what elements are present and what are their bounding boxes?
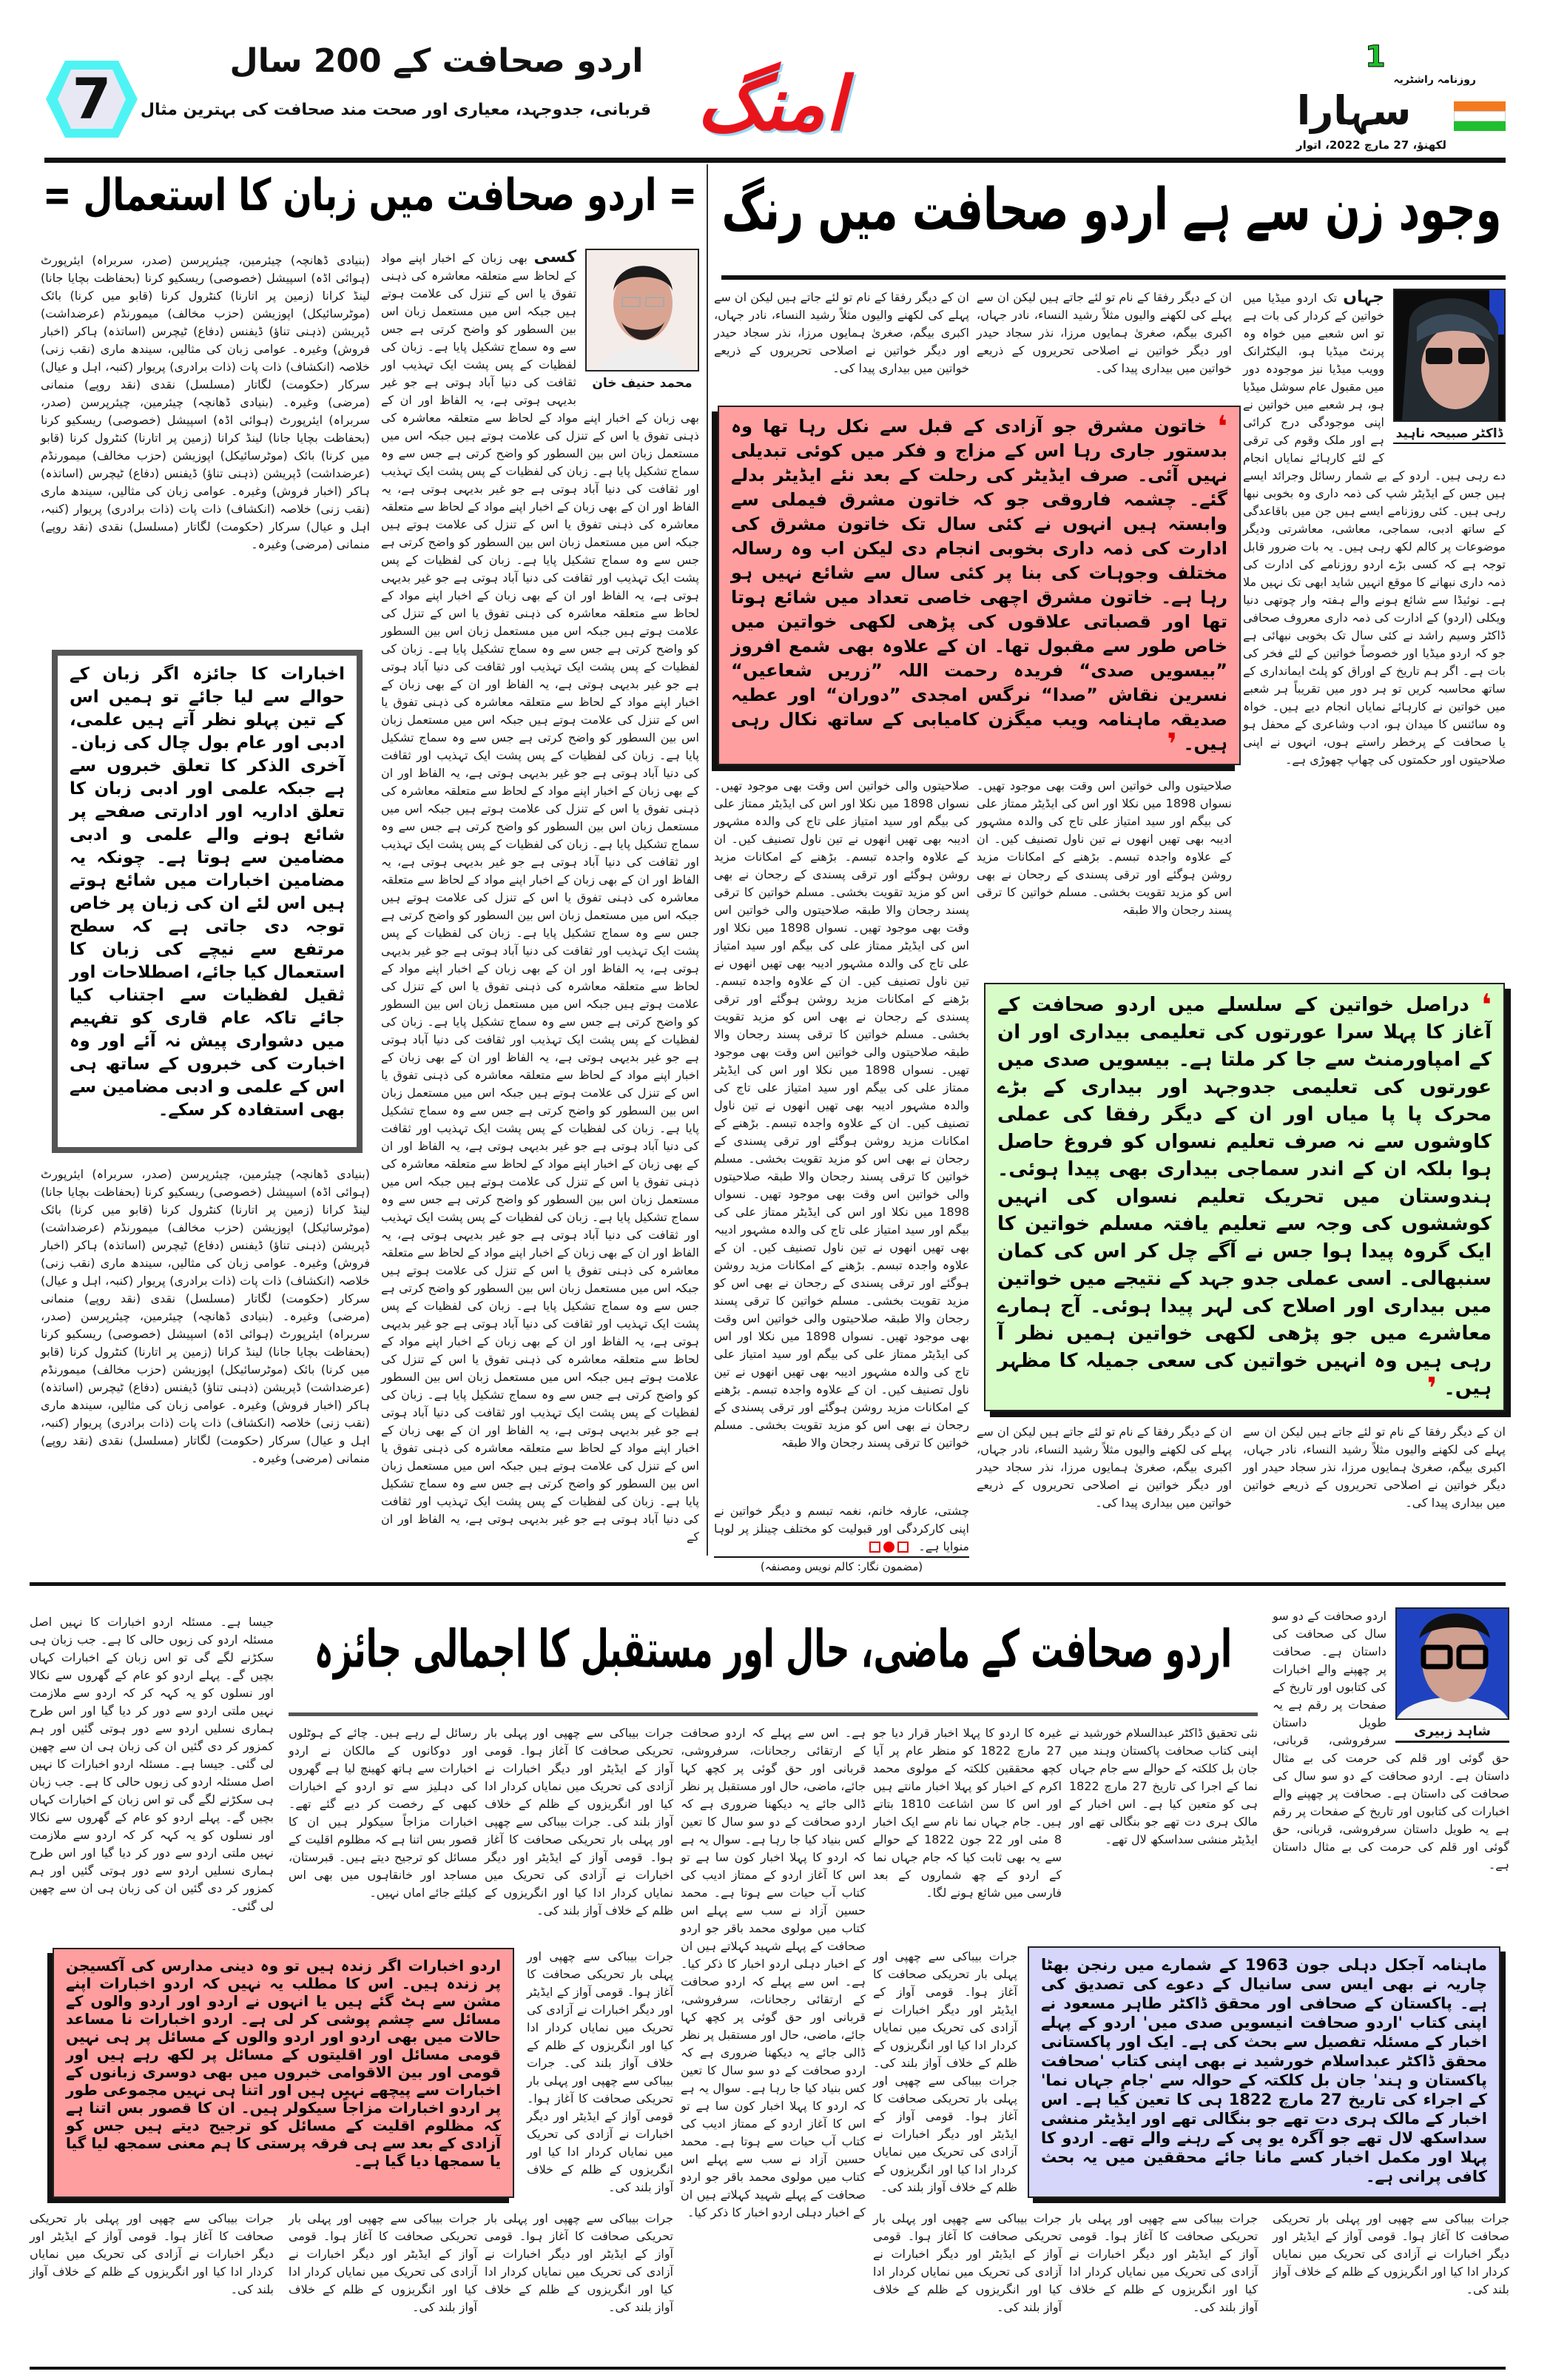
author-name — [1395, 1723, 1509, 1743]
article-right-column-2-top — [977, 289, 1232, 397]
article-left-column-b — [381, 249, 699, 1554]
anniversary-number: 1 — [1365, 40, 1386, 74]
article-bottom-intro-column — [1273, 1607, 1509, 1939]
column-text: ان کے دیگر رفقا کے نام تو لئے جاتے ہیں لیکن ان سے پہلے کی لکھنے والیوں مثلاً رشید النساء، نادر جہاں، اکبری بیگم، صغریٰ ہمایوں مرزا، نذر سجاد حیدر اور دیگر خواتین نے اصلاحی تحریروں کے ذریعے خواتین میں بیداری پیدا کی۔ — [977, 1425, 1232, 1510]
end-mark-icon — [868, 1538, 910, 1556]
article-right-column-3-top — [714, 289, 969, 397]
column-text: جرات بیباکی سے چھپی اور پہلی بار تحریکی صحافت کا آغاز ہوا۔ قومی آواز کے ایڈیٹر اور دیگر اخبارات نے آزادی کی تحریک میں نمایاں کردار ادا کیا اور انگریزوں کے ظلم کے خلاف آواز بلند کی۔ جرات بیباکی سے چھپی اور پہلی بار تحریکی صحافت کا آغاز ہوا۔ قومی آواز کے ایڈیٹر اور دیگر اخبارات نے آزادی کی تحریک میں نمایاں کردار ادا کیا اور انگریزوں کے ظلم کے خلاف آواز بلند کی۔ — [527, 1949, 673, 2194]
article-left-column-b-text: بھی زبان کے اخبار اپنے مواد کے لحاظ سے متعلقہ معاشرہ کی ذہنی تفوق یا اس کے تنزل کی علامت ہوتے ہیں جبکہ اس میں مستعمل زبان اس بین السطور کو واضح کرتی ہے جس سے وہ سماج تشکیل پایا ہے۔ زبان کی لفظیات کے پس پشت ایک تہذیب اور ثقافت کی دنیا آباد ہوتی ہے جو غیر بدیہی ہوتی ہے، یہ الفاظ اور ان کے بھی زبان کے اخبار اپنے مواد کے لحاظ سے متعلقہ معاشرہ کی ذہنی تفوق یا اس کے تنزل کی علامت ہوتے ہیں جبکہ اس میں مستعمل زبان اس بین السطور کو واضح کرتی ہے جس سے وہ سماج تشکیل پایا ہے۔ زبان کی لفظیات کے پس پشت ایک تہذیب اور ثقافت کی دنیا آباد ہوتی ہے جو غیر بدیہی ہوتی ہے، یہ الفاظ اور ان کے بھی زبان کے اخبار اپنے مواد کے لحاظ سے متعلقہ معاشرہ کی ذہنی تفوق یا اس کے تنزل کی علامت ہوتے ہیں جبکہ اس میں مستعمل زبان اس بین السطور کو واضح کرتی ہے جس سے وہ سماج تشکیل پایا ہے۔ زبان کی لفظیات کے پس پشت ایک تہذیب اور ثقافت کی دنیا آباد ہوتی ہے جو غیر بدیہی ہوتی ہے، یہ الفاظ اور ان کے بھی زبان کے اخبار اپنے مواد کے لحاظ سے متعلقہ معاشرہ کی ذہنی تفوق یا اس کے تنزل کی علامت ہوتے ہیں جبکہ اس میں مستعمل زبان اس بین السطور کو واضح کرتی ہے جس سے وہ سماج تشکیل پایا ہے۔ زبان کی لفظیات کے پس پشت ایک تہذیب اور ثقافت کی دنیا آباد ہوتی ہے جو غیر بدیہی ہوتی ہے، یہ الفاظ اور ان کے بھی زبان کے اخبار اپنے مواد کے لحاظ سے متعلقہ معاشرہ کی ذہنی تفوق یا اس کے تنزل کی علامت ہوتے ہیں جبکہ اس میں مستعمل زبان اس بین السطور کو واضح کرتی ہے جس سے وہ سماج تشکیل پایا ہے۔ زبان کی لفظیات کے پس پشت ایک تہذیب اور ثقافت کی دنیا آباد ہوتی ہے جو غیر بدیہی ہوتی ہے، یہ الفاظ اور ان کے بھی زبان کے اخبار اپنے مواد کے لحاظ سے متعلقہ معاشرہ کی ذہنی تفوق یا اس کے تنزل کی علامت ہوتے ہیں جبکہ اس میں مستعمل زبان اس بین السطور کو واضح کرتی ہے جس سے وہ سماج تشکیل پایا ہے۔ زبان کی لفظیات کے پس پشت ایک تہذیب اور ثقافت کی دنیا آباد ہوتی ہے جو غیر بدیہی ہوتی ہے، یہ الفاظ اور ان کے بھی زبان کے اخبار اپنے مواد کے لحاظ سے متعلقہ معاشرہ کی ذہنی تفوق یا اس کے تنزل کی علامت ہوتے ہیں جبکہ اس میں مستعمل زبان اس بین السطور کو واضح کرتی ہے جس سے وہ سماج تشکیل پایا ہے۔ زبان کی لفظیات کے پس پشت ایک تہذیب اور ثقافت کی دنیا آباد ہوتی ہے جو غیر بدیہی ہوتی ہے، یہ الفاظ اور ان کے بھی زبان کے اخبار اپنے مواد کے لحاظ سے متعلقہ معاشرہ کی ذہنی تفوق یا اس کے تنزل کی علامت ہوتے ہیں جبکہ اس میں مستعمل زبان اس بین السطور کو واضح کرتی ہے جس سے وہ سماج تشکیل پایا ہے۔ زبان کی لفظیات کے پس پشت ایک تہذیب اور ثقافت کی دنیا آباد ہوتی ہے جو غیر بدیہی ہوتی ہے، یہ الفاظ اور ان کے بھی زبان کے اخبار اپنے مواد کے لحاظ سے متعلقہ معاشرہ کی ذہنی تفوق یا اس کے تنزل کی علامت ہوتے ہیں جبکہ اس میں مستعمل زبان اس بین السطور کو واضح کرتی ہے جس سے وہ سماج تشکیل پایا ہے۔ زبان کی لفظیات کے پس پشت ایک تہذیب اور ثقافت کی دنیا آباد ہوتی ہے جو غیر بدیہی ہوتی ہے، یہ الفاظ اور ان کے بھی زبان کے اخبار اپنے مواد کے لحاظ سے متعلقہ معاشرہ کی ذہنی تفوق یا اس کے تنزل کی علامت ہوتے ہیں جبکہ اس میں مستعمل زبان اس بین السطور کو واضح کرتی ہے جس سے وہ سماج تشکیل پایا ہے۔ زبان کی لفظیات کے پس پشت ایک تہذیب اور ثقافت کی دنیا آباد ہوتی ہے جو غیر بدیہی ہوتی ہے، یہ الفاظ اور ان کے بھی زبان کے اخبار اپنے مواد کے لحاظ سے متعلقہ معاشرہ کی ذہنی تفوق یا اس کے تنزل کی علامت ہوتے ہیں جبکہ اس میں مستعمل زبان اس بین السطور کو واضح کرتی ہے جس سے وہ سماج تشکیل پایا ہے۔ زبان کی لفظیات کے پس پشت ایک تہذیب اور ثقافت کی دنیا آباد ہوتی ہے جو غیر بدیہی ہوتی ہے، یہ الفاظ اور ان کے بھی زبان کے اخبار اپنے مواد کے لحاظ سے متعلقہ معاشرہ کی ذہنی تفوق یا اس کے تنزل کی علامت ہوتے ہیں جبکہ اس میں مستعمل زبان اس بین السطور کو واضح کرتی ہے جس سے وہ سماج تشکیل پایا ہے۔ زبان کی لفظیات کے پس پشت ایک تہذیب اور ثقافت کی دنیا آباد ہوتی ہے جو غیر بدیہی ہوتی ہے، یہ الفاظ اور ان کے بھی زبان کے اخبار اپنے مواد کے لحاظ سے متعلقہ معاشرہ کی ذہنی تفوق یا اس کے تنزل کی علامت ہوتے ہیں جبکہ اس میں مستعمل زبان اس بین السطور کو واضح کرتی ہے جس سے وہ سماج تشکیل پایا ہے۔ زبان کی لفظیات کے پس پشت ایک تہذیب اور ثقافت کی دنیا آباد ہوتی ہے جو غیر بدیہی ہوتی ہے، یہ الفاظ اور ان کے — [381, 251, 699, 1544]
column-text: رسائل لے رہے ہیں۔ چائے کے ہوٹلوں اور دوکانوں کے مالکان نے اردو اخبارات سے ہاتھ کھینچ لیا ہے گھروں کی دہلیز سے تو اردو کے اخبارات کبھی کے رخصت کر دیے گئے تھے۔ اخبارات مزاجاً سیکولر ہیں ان کا قصور بس اتنا ہے کہ مظلوم اقلیت کے مسائل کو ترجیح دیتے ہیں۔ قبرستان، مساجد اور خانقاہوں میں بھی اس کیلئے جائے اماں نہیں۔ — [289, 1726, 477, 1900]
article-right-closing — [714, 1502, 969, 1556]
pull-quote-text: اردو اخبارات اگر زندہ ہیں تو وہ دینی مدارس کی آکسیجن پر زندہ ہیں۔ اس کا مطلب یہ نہیں کہ اردو اخبارات اپنے مشن سے ہٹ گئے ہیں یا انہوں نے اردو اور اردو والوں کے مسائل سے چشم پوشی کر لی ہے۔ اردو اخبارات نا مساعد حالات میں بھی اردو اور اردو والوں کے مسائل پر ہی نہیں قومی مسائل اور اقلیتوں کے مسائل پر لکھ رہے ہیں اور قومی اور بین الاقوامی خبروں میں بھی دوسری زبانوں کے اخبارات سے پیچھے نہیں ہیں اور اتنا ہی نہیں مجموعی طور پر اردو اخبارات مزاجاً سیکولر ہیں۔ ان کا قصور بس اتنا ہے کہ مظلوم اقلیت کے مسائل کو ترجیح دیتے ہیں جس کو آزادی کے بعد سے ہی فرقہ پرستی کا ہم معنی سمجھ لیا گیا یا سمجھا دیا گیا ہے۔ — [66, 1957, 501, 2170]
author-name-text: ڈاکٹر صبیحہ ناہید — [1395, 426, 1503, 441]
article-bottom-column-2-middle — [873, 1948, 1017, 2198]
footer-rule — [30, 2367, 1506, 2370]
article-bottom-intro-column-bottom — [1273, 2210, 1509, 2362]
article-left-headline — [41, 165, 699, 225]
article-bottom-column-4-bottom — [485, 2210, 673, 2362]
article-bottom-column-1 — [1069, 1724, 1258, 1939]
author-footnote: (مضمون نگار: کالم نویس ومصنفہ) — [760, 1560, 923, 1573]
pull-quote-left — [52, 650, 363, 1153]
portrait-icon — [587, 250, 698, 370]
author-photo-block — [585, 249, 699, 392]
intro-text: اردو صحافت کے دو سو سال کی صحافت کی داستان ہے۔ صحافت پر چھپنے والے اخبارات کی کتابوں اور تاریخ کے صفحات پر رقم ہے یہ طویل داستان سرفروشی، قربانی، حق گوئی اور قلم کی حرمت کی بے مثال داستان ہے۔ اردو صحافت کے دو سو سال کی صحافت کی داستان ہے۔ صحافت پر چھپنے والے اخبارات کی کتابوں اور تاریخ کے صفحات پر رقم ہے یہ طویل داستان سرفروشی، قربانی، حق گوئی اور قلم کی حرمت کی بے مثال داستان ہے۔ — [1273, 1609, 1509, 1872]
quote-open-icon: ❛ — [1481, 988, 1492, 1023]
column-text: جرات بیباکی سے چھپی اور پہلی بار تحریکی صحافت کا آغاز ہوا۔ قومی آواز کے ایڈیٹر اور دیگر اخبارات نے آزادی کی تحریک میں نمایاں کردار ادا کیا اور انگریزوں کے ظلم کے خلاف آواز بلند کی۔ جرات بیباکی سے چھپی اور پہلی بار تحریکی صحافت کا آغاز ہوا۔ قومی آواز کے ایڈیٹر اور دیگر اخبارات نے آزادی کی تحریک میں نمایاں کردار ادا کیا اور انگریزوں کے ظلم کے خلاف آواز بلند کی۔ — [485, 1726, 673, 1917]
author-photo — [1393, 289, 1506, 422]
column-text: ان کے دیگر رفقا کے نام تو لئے جاتے ہیں لیکن ان سے پہلے کی لکھنے والیوں مثلاً رشید النساء، نادر جہاں، اکبری بیگم، صغریٰ ہمایوں مرزا، نذر سجاد حیدر اور دیگر خواتین نے اصلاحی تحریروں کے ذریعے خواتین میں بیداری پیدا کی۔ — [714, 290, 969, 375]
article-left-column-a — [41, 252, 370, 640]
column-text: جیسا ہے۔ مسئلہ اردو اخبارات کا نہیں اصل مسئلہ اردو کی زبوں حالی کا ہے۔ جب زبان ہی سکڑنے لگے گی تو اس زبان کے اخبارات کہاں بچیں گے۔ پہلے اردو کو عام کے گھروں سے نکالا اور نسلوں کو یہ کہہ کر کہ اردو سے ملازمت نہیں ملتی اردو سے دور کر دیا گیا اور اس طرح ہماری نسلیں اردو سے دور ہوتی گئیں اور ہم کمزور کر دی گئیں ان کی زبان ہی ان سے چھین لی گئی۔ جیسا ہے۔ مسئلہ اردو اخبارات کا نہیں اصل مسئلہ اردو کی زبوں حالی کا ہے۔ جب زبان ہی سکڑنے لگے گی تو اس زبان کے اخبارات کہاں بچیں گے۔ پہلے اردو کو عام کے گھروں سے نکالا اور نسلوں کو یہ کہہ کر کہ اردو سے ملازمت نہیں ملتی اردو سے دور کر دیا گیا اور اس طرح ہماری نسلیں اردو سے دور ہوتی گئیں اور ہم کمزور کر دی گئیں ان کی زبان ہی ان سے چھین لی گئی۔ — [30, 1615, 274, 1913]
article-bottom-column-3 — [681, 1724, 866, 2362]
drop-word: جہاں — [1343, 288, 1384, 306]
pull-quote-text: دراصل خواتین کے سلسلے میں اردو صحافت کے آغاز کا پہلا سرا عورتوں کی تعلیمی بیداری اور ان کے امپاورمنٹ سے جا کر ملتا ہے۔ بیسویں صدی میں عورتوں کی تعلیمی جدوجہد اور بیداری کے بڑے محرک پا پا میاں اور ان کے دیگر رفقا کی عملی کاوشوں سے نہ صرف تعلیم نسواں کو فروغ حاصل ہوا بلکہ ان کے اندر سماجی بیداری بھی پیدا ہوئی۔ ہندوستان میں تحریک تعلیم نسواں کی انہیں کوششوں کی وجہ سے تعلیم یافتہ مسلم خواتین کا ایک گروہ پیدا ہوا جس نے آگے چل کر اس کی کمان سنبھالی۔ اسی عملی جدو جہد کے نتیجے میں خواتین میں بیداری اور اصلاح کی لہر پیدا ہوئی۔ آج ہمارے معاشرے میں جو پڑھی لکھی خواتین ہمیں نظر آ رہی ہیں وہ انہیں خواتین کی سعی جمیلہ کا مظہر ہیں۔ — [997, 994, 1492, 1399]
author-name — [1393, 425, 1506, 444]
footnote-rule — [714, 1556, 969, 1558]
pull-quote-top — [718, 406, 1241, 765]
column-text: جرات بیباکی سے چھپی اور پہلی بار تحریکی صحافت کا آغاز ہوا۔ قومی آواز کے ایڈیٹر اور دیگر اخبارات نے آزادی کی تحریک میں نمایاں کردار ادا کیا اور انگریزوں کے ظلم کے خلاف آواز بلند کی۔ — [485, 2211, 673, 2314]
column-text: جرات بیباکی سے چھپی اور پہلی بار تحریکی صحافت کا آغاز ہوا۔ قومی آواز کے ایڈیٹر اور دیگر اخبارات نے آزادی کی تحریک میں نمایاں کردار ادا کیا اور انگریزوں کے ظلم کے خلاف آواز بلند کی۔ — [289, 2211, 477, 2314]
article-right-column-2-bottom — [977, 1423, 1232, 1554]
article-right-column-1-text: تک اردو میڈیا میں خواتین کے کردار کی بات ہے تو اس شعبے میں خواہ وہ پرنٹ میڈیا ہو، الیکٹرانک وویب میڈیا نیز موجودہ دور میں مقبول عام سوشل میڈیا ہو، ہر شعبے میں خواتین نے اپنی موجودگی درج کرائی ہے اور ملک وقوم کی ترقی کے لئے کارہائے نمایاں انجام دے رہی ہیں۔ اردو کے بے شمار رسائل وجرائد ایسے ہیں جس کے ایڈیٹر شپ کی ذمہ داری وہ بخوبی نبھا رہی ہیں۔ کئی روزنامے ایسے ہیں جن میں باقاعدگی کے ساتھ ادبی، سماجی، معاشی، معاشرتی ودیگر موضوعات پر کالم لکھ رہی ہیں۔ یہ بات ضرور قابل توجہ ہے کہ کسی بڑے اردو روزنامے کی ادارت کی ذمہ داری نبھانے کا موقع انہیں شاید ابھی تک نہیں ملا ہے۔ نوئیڈا سے شائع ہونے والے ہفتہ وار چوتھی دنیا ویکلی (اردو) کے ادارت کی ذمہ داری معروف صحافی ڈاکٹر وسیم راشد نے کئی سال تک بخوبی نبھائی ہے جو کہ اردو میڈیا اور خصوصاً خواتین کے لئے فخر کی بات ہے۔ اگر ہم تاریخ کے اوراق کو پلٹ ایمانداری کے ساتھ محاسبہ کریں تو ہر دور میں تقریباً ہر شعبے میں خواتین نے کارہائے نمایاں انجام دیے ہیں۔ خواہ وہ سائنس کا میدان ہو، ادب وشاعری کے محفل ہو یا صحافت کے پرخطر راستے ہوں، انہوں نے اپنی صلاحیتوں اور حکمتوں کی چھاپ چھوڑی ہے۔ — [1243, 291, 1506, 767]
column-text: جرات بیباکی سے چھپی اور پہلی بار تحریکی صحافت کا آغاز ہوا۔ قومی آواز کے ایڈیٹر اور دیگر اخبارات نے آزادی کی تحریک میں نمایاں کردار ادا کیا اور انگریزوں کے ظلم کے خلاف آواز بلند کی۔ — [873, 2211, 1062, 2314]
article-left-column-a-continued — [41, 1166, 370, 1554]
flag-stripe-icon — [1454, 101, 1506, 131]
column-text: جرات بیباکی سے چھپی اور پہلی بار تحریکی صحافت کا آغاز ہوا۔ قومی آواز کے ایڈیٹر اور دیگر اخبارات نے آزادی کی تحریک میں نمایاں کردار ادا کیا اور انگریزوں کے ظلم کے خلاف آواز بلند کی۔ — [1069, 2211, 1258, 2314]
pull-quote-bottom-left — [53, 1948, 514, 2198]
article-bottom-column-1-bottom — [1069, 2210, 1258, 2362]
article-left-column-a-text: (بنیادی ڈھانچہ) چیئرمین، چیئرپرسن (صدر، سربراہ) ایئرپورٹ (ہوائی اڈہ) اسپیشل (خصوصی) ریسکیو کرنا (بحفاظت بچایا جانا) لینڈ کرانا (زمین پر اتارنا) کنٹرول کرنا (قابو میں کرنا) بائک (موٹرسائیکل) اپوزیشن (حزب مخالف) میمورنڈم (عرضداشت) ڈپریشن (ذہنی تناؤ) ڈیفنس (دفاع) ٹیچرس (اساتذہ) ہاکر (اخبار فروش) وغیرہ۔ عوامی زبان کی مثالیں، سیندھ ماری (نقب زنی) خلاصہ (انکشاف) ذات پات (ذات برادری) پریوار (کنبہ، اہل و عیال) سرکار (حکومت) لگاتار (مسلسل) نقدی (نقد روپے) منمانی (مرضی) وغیرہ۔ (بنیادی ڈھانچہ) چیئرمین، چیئرپرسن (صدر، سربراہ) ایئرپورٹ (ہوائی اڈہ) اسپیشل (خصوصی) ریسکیو کرنا (بحفاظت بچایا جانا) لینڈ کرانا (زمین پر اتارنا) کنٹرول کرنا (قابو میں کرنا) بائک (موٹرسائیکل) اپوزیشن (حزب مخالف) میمورنڈم (عرضداشت) ڈپریشن (ذہنی تناؤ) ڈیفنس (دفاع) ٹیچرس (اساتذہ) ہاکر (اخبار فروش) وغیرہ۔ عوامی زبان کی مثالیں، سیندھ ماری (نقب زنی) خلاصہ (انکشاف) ذات پات (ذات برادری) پریوار (کنبہ، اہل و عیال) سرکار (حکومت) لگاتار (مسلسل) نقدی (نقد روپے) منمانی (مرضی) وغیرہ۔ — [41, 1167, 370, 1465]
article-bottom-column-left — [30, 1613, 274, 1939]
article-bottom-column-5 — [289, 1724, 477, 1939]
author-photo-block — [1393, 289, 1506, 444]
headline-underline — [289, 1712, 1258, 1716]
column-text: ہے۔ اس سے پہلے کہ اردو صحافت کے ارتقائی رجحانات، سرفروشی، قربانی اور حق گوئی پر کچھ کہا جائے، ماضی، حال اور مستقبل پر نظر ڈالی جائے یہ دیکھنا ضروری ہے کہ اردو صحافت کے دو سو سال کا تعین کس بنیاد کیا جا رہا ہے۔ سوال یہ ہے کہ اردو کا پہلا اخبار کون سا ہے تو اس کا آغاز اردو کے ممتاز ادیب کی کتاب آب حیات سے ہوتا ہے۔ محمد حسین آزاد نے سب سے پہلے اس کتاب میں مولوی محمد باقر جو اردو صحافت کے پہلے شہید کہلاتے ہیں ان کے اخبار دہلی اردو اخبار کا ذکر کیا۔ ہے۔ اس سے پہلے کہ اردو صحافت کے ارتقائی رجحانات، سرفروشی، قربانی اور حق گوئی پر کچھ کہا جائے، ماضی، حال اور مستقبل پر نظر ڈالی جائے یہ دیکھنا ضروری ہے کہ اردو صحافت کے دو سو سال کا تعین کس بنیاد کیا جا رہا ہے۔ سوال یہ ہے کہ اردو کا پہلا اخبار کون سا ہے تو اس کا آغاز اردو کے ممتاز ادیب کی کتاب آب حیات سے ہوتا ہے۔ محمد حسین آزاد نے سب سے پہلے اس کتاب میں مولوی محمد باقر جو اردو صحافت کے پہلے شہید کہلاتے ہیں ان کے اخبار دہلی اردو اخبار کا ذکر کیا۔ — [681, 1726, 866, 2219]
article-right-column-1 — [1243, 289, 1506, 977]
pull-quote-text: اخبارات کا جائزہ اگر زبان کے حوالے سے لیا جائے تو ہمیں اس کے تین پہلو نظر آتے ہیں علمی، ادبی اور عام بول چال کی زبان۔ آخری الذکر کا تعلق خبروں سے ہے جبکہ علمی اور ادبی زبان کا تعلق اداریہ اور ادارتی صفحے پر شائع ہونے والے علمی و ادبی مضامین سے ہوتا ہے۔ چونکہ یہ مضامین اخبارات میں شائع ہوتے ہیں اس لئے ان کی زبان پر خاص توجہ دی جاتی ہے کہ سطح مرتفع سے نیچے کی زبان کا استعمال کیا جائے، اصطلاحات اور ثقیل لفظیات سے اجتناب کیا جائے تاکہ عام قاری کو تفہیم میں دشواری پیش نہ آئے اور وہ اخبارت کی خبروں کے ساتھ ہی اس کے علمی و ادبی مضامین سے بھی استفادہ کر سکے۔ — [70, 665, 345, 1120]
supplement-subtitle: قربانی، جدوجہد، معیاری اور صحت مند صحافت کی بہترین مثال — [140, 101, 651, 119]
article-right-headline: وجود زن سے ہے اردو صحافت میں رنگ — [721, 176, 1502, 244]
headline-ornament: = — [656, 168, 698, 221]
article-right-column-2 — [977, 777, 1232, 973]
portrait-icon — [1395, 290, 1504, 420]
article-left-column-a-text: (بنیادی ڈھانچہ) چیئرمین، چیئرپرسن (صدر، سربراہ) ایئرپورٹ (ہوائی اڈہ) اسپیشل (خصوصی) ریسکیو کرنا (بحفاظت بچایا جانا) لینڈ کرانا (زمین پر اتارنا) کنٹرول کرنا (قابو میں کرنا) بائک (موٹرسائیکل) اپوزیشن (حزب مخالف) میمورنڈم (عرضداشت) ڈپریشن (ذہنی تناؤ) ڈیفنس (دفاع) ٹیچرس (اساتذہ) ہاکر (اخبار فروش) وغیرہ۔ عوامی زبان کی مثالیں، سیندھ ماری (نقب زنی) خلاصہ (انکشاف) ذات پات (ذات برادری) پریوار (کنبہ، اہل و عیال) سرکار (حکومت) لگاتار (مسلسل) نقدی (نقد روپے) منمانی (مرضی) وغیرہ۔ (بنیادی ڈھانچہ) چیئرمین، چیئرپرسن (صدر، سربراہ) ایئرپورٹ (ہوائی اڈہ) اسپیشل (خصوصی) ریسکیو کرنا (بحفاظت بچایا جانا) لینڈ کرانا (زمین پر اتارنا) کنٹرول کرنا (قابو میں کرنا) بائک (موٹرسائیکل) اپوزیشن (حزب مخالف) میمورنڈم (عرضداشت) ڈپریشن (ذہنی تناؤ) ڈیفنس (دفاع) ٹیچرس (اساتذہ) ہاکر (اخبار فروش) وغیرہ۔ عوامی زبان کی مثالیں، سیندھ ماری (نقب زنی) خلاصہ (انکشاف) ذات پات (ذات برادری) پریوار (کنبہ، اہل و عیال) سرکار (حکومت) لگاتار (مسلسل) نقدی (نقد روپے) منمانی (مرضی) وغیرہ۔ — [41, 253, 370, 551]
column-text: ان کے دیگر رفقا کے نام تو لئے جاتے ہیں لیکن ان سے پہلے کی لکھنے والیوں مثلاً رشید النساء، نادر جہاں، اکبری بیگم، صغریٰ ہمایوں مرزا، نذر سجاد حیدر اور دیگر خواتین نے اصلاحی تحریروں کے ذریعے خواتین میں بیداری پیدا کی۔ — [977, 290, 1232, 375]
article-bottom-column-4-middle — [527, 1948, 673, 2198]
column-text: صلاحیتوں والی خواتین اس وقت بھی موجود تھیں۔ نسواں 1898 میں نکلا اور اس کی ایڈیٹر ممتاز علی کی بیگم اور سید امتیاز علی تاج کی والدہ مشہور ادیبہ بھی تھیں انھوں نے تین ناول تصنیف کیں۔ ان کے علاوہ واجدہ تبسم۔ بڑھنے کے امکانات مزید روشن ہوگئے اور ترقی پسندی کے رجحان نے بھی اس کو مزید تقویت بخشی۔ مسلم خواتین کا ترقی پسند رجحان والا طبقہ صلاحیتوں والی خواتین اس وقت بھی موجود تھیں۔ نسواں 1898 میں نکلا اور اس کی ایڈیٹر ممتاز علی کی بیگم اور سید امتیاز علی تاج کی والدہ مشہور ادیبہ بھی تھیں انھوں نے تین ناول تصنیف کیں۔ ان کے علاوہ واجدہ تبسم۔ بڑھنے کے امکانات مزید روشن ہوگئے اور ترقی پسندی کے رجحان نے بھی اس کو مزید تقویت بخشی۔ مسلم خواتین کا ترقی پسند رجحان والا طبقہ صلاحیتوں والی خواتین اس وقت بھی موجود تھیں۔ نسواں 1898 میں نکلا اور اس کی ایڈیٹر ممتاز علی کی بیگم اور سید امتیاز علی تاج کی والدہ مشہور ادیبہ بھی تھیں انھوں نے تین ناول تصنیف کیں۔ ان کے علاوہ واجدہ تبسم۔ بڑھنے کے امکانات مزید روشن ہوگئے اور ترقی پسندی کے رجحان نے بھی اس کو مزید تقویت بخشی۔ مسلم خواتین کا ترقی پسند رجحان والا طبقہ صلاحیتوں والی خواتین اس وقت بھی موجود تھیں۔ نسواں 1898 میں نکلا اور اس کی ایڈیٹر ممتاز علی کی بیگم اور سید امتیاز علی تاج کی والدہ مشہور ادیبہ بھی تھیں انھوں نے تین ناول تصنیف کیں۔ ان کے علاوہ واجدہ تبسم۔ بڑھنے کے امکانات مزید روشن ہوگئے اور ترقی پسندی کے رجحان نے بھی اس کو مزید تقویت بخشی۔ مسلم خواتین کا ترقی پسند رجحان والا طبقہ صلاحیتوں والی خواتین اس وقت بھی موجود تھیں۔ نسواں 1898 میں نکلا اور اس کی ایڈیٹر ممتاز علی کی بیگم اور سید امتیاز علی تاج کی والدہ مشہور ادیبہ بھی تھیں انھوں نے تین ناول تصنیف کیں۔ ان کے علاوہ واجدہ تبسم۔ بڑھنے کے امکانات مزید روشن ہوگئے اور ترقی پسندی کے رجحان نے بھی اس کو مزید تقویت بخشی۔ مسلم خواتین کا ترقی پسند رجحان والا طبقہ — [714, 779, 969, 1450]
page-number-badge — [44, 59, 139, 139]
article-bottom-column-2 — [873, 1724, 1062, 1939]
column-text: جرات بیباکی سے چھپی اور پہلی بار تحریکی صحافت کا آغاز ہوا۔ قومی آواز کے ایڈیٹر اور دیگر اخبارات نے آزادی کی تحریک میں نمایاں کردار ادا کیا اور انگریزوں کے ظلم کے خلاف آواز بلند کی۔ — [1273, 2211, 1509, 2296]
column-text: جرات بیباکی سے چھپی اور پہلی بار تحریکی صحافت کا آغاز ہوا۔ قومی آواز کے ایڈیٹر اور دیگر اخبارات نے آزادی کی تحریک میں نمایاں کردار ادا کیا اور انگریزوں کے ظلم کے خلاف آواز بلند کی۔ — [30, 2211, 274, 2296]
column-text: نئی تحقیق ڈاکٹر عبدالسلام خورشید نے اپنی کتاب صحافت پاکستان وہند میں جان بل کلکتہ کے حوالے سے جام جہاں نما کے اجرا کی تاریخ 27 مارچ 1822 ہی کو متعین کیا ہے۔ اس اخبار کے مالک ہری دت تھے جو بنگالی تھے اور ایڈیٹر منشی سداسکھ لال تھے۔ — [1069, 1726, 1258, 1846]
article-bottom-column-4 — [485, 1724, 673, 1939]
supplement-title: اردو صحافت کے 200 سال — [229, 42, 644, 80]
portrait-icon — [1397, 1609, 1508, 1718]
quote-close-icon: ❜ — [1426, 1371, 1438, 1406]
supplement-logo — [655, 61, 888, 148]
pull-quote-green — [984, 983, 1505, 1411]
headline-text: اردو صحافت میں زبان کا استعمال — [83, 168, 657, 221]
author-name-text: شاہد زبیری — [1414, 1724, 1491, 1739]
headline-ornament: = — [42, 168, 84, 221]
masthead-prefix: روزنامہ راشٹریہ — [1393, 74, 1476, 86]
author-name: محمد حنیف خان — [585, 374, 699, 392]
column-divider — [707, 164, 708, 1556]
headline-underline — [721, 275, 1506, 280]
pull-quote-text: خاتون مشرق جو آزادی کے قبل سے نکل رہا تھا وہ بدستور جاری رہا اس کے مزاج و فکر میں کوئی تبدیلی نہیں آئی۔ صرف ایڈیٹر کی رحلت کے بعد نئے ایڈیٹر بدلے گئے۔ چشمہ فاروقی جو کہ خاتون مشرق فیملی سے وابستہ ہیں انہوں نے کئی سال تک خاتون مشرق کی ادارت کی ذمہ داری بخوبی انجام دی لیکن اب وہ رسالہ مختلف وجوہات کی بنا پر کئی سال سے شائع نہیں ہو رہا ہے۔ خاتون مشرق اچھی خاصی تعداد میں شائع ہوتا تھا اور قصباتی علاقوں کی پڑھی لکھی خواتین میں خاص طور سے مقبول تھا۔ ان کے علاوہ بھی شمع افروز ”بیسویں صدی“ فریدہ رحمت اللہ ”زریں شعاعیں“ نسرین نقاش ”صدا“ نرگس امجدی ”دوران“ اور عطیہ صدیقہ ماہنامہ ویب میگزن کامیابی کے ساتھ نکال رہی ہیں۔ — [731, 416, 1227, 754]
masthead-name: سہارا — [1296, 87, 1412, 134]
pull-quote-text: ماہنامہ آجکل دہلی جون 1963 کے شمارے میں رنجن بھٹا چاریہ نے بھی ایس سی سانیال کے دعوے کی تصدیق کی ہے۔ پاکستان کے صحافی اور محقق ڈاکٹر طاہر مسعود نے اپنی کتاب 'اردو صحافت انیسویں صدی میں' اردو کے پہلے اخبار کے مسئلہ تفصیل سے بحث کی ہے۔ ایک اور پاکستانی محقق ڈاکٹر عبداسلام خورشید نے بھی اپنی کتاب 'صحافت پاکستان و ہند' جان بل کلکتہ کے حوالہ سے 'جامِ جہاں نما' کے اجراء کی تاریخ 27 مارچ 1822 ہی کا تعین کیا ہے۔ اس اخبار کے مالک ہری دت تھے جو بنگالی تھے اور ایڈیٹر منشی سداسکھ لال تھے جو آگرہ یو پی کے رہنے والے تھے۔ اردو کا پہلا اور مکمل اخبار کسے مانا جائے محققین میں یہ بحث کافی پرانی ہے۔ — [1041, 1956, 1488, 2185]
article-right-column-1-bottom — [1243, 1423, 1506, 1554]
masthead-logo — [1261, 41, 1506, 152]
column-text: جرات بیباکی سے چھپی اور پہلی بار تحریکی صحافت کا آغاز ہوا۔ قومی آواز کے ایڈیٹر اور دیگر اخبارات نے آزادی کی تحریک میں نمایاں کردار ادا کیا اور انگریزوں کے ظلم کے خلاف آواز بلند کی۔ جرات بیباکی سے چھپی اور پہلی بار تحریکی صحافت کا آغاز ہوا۔ قومی آواز کے ایڈیٹر اور دیگر اخبارات نے آزادی کی تحریک میں نمایاں کردار ادا کیا اور انگریزوں کے ظلم کے خلاف آواز بلند کی۔ — [873, 1949, 1017, 2194]
column-text: غیرہ کا اردو کا پہلا اخبار قرار دیا جو 27 مارچ 1822 کو منظر عام پر آیا کچھ محققین کلکتہ کے مولوی محمد اکرم کے اخبار کو پہلا اخبار مانتے ہیں اور اس کا سن اشاعت 1810 بتاتے ہیں۔ جام جہاں نما نام سے ایک اخبار 8 مئی اور 22 جون 1822 کے حوالے سے یہ بھی ثابت کیا کہ جام جہاں نما کے اردو کے چھ شماروں کے بعد فارسی میں شائع ہونے لگا۔ — [873, 1726, 1062, 1900]
article-bottom-column-2-bottom — [873, 2210, 1062, 2362]
article-right-column-3 — [714, 777, 969, 1499]
author-photo-block — [1395, 1607, 1509, 1743]
author-photo — [585, 249, 699, 372]
article-bottom-headline: اردو صحافت کے ماضی، حال اور مستقبل کا اجمالی جائزہ — [314, 1619, 1233, 1680]
quote-close-icon: ❜ — [1167, 727, 1178, 762]
pull-quote-bottom-right — [1028, 1946, 1500, 2198]
column-text: صلاحیتوں والی خواتین اس وقت بھی موجود تھیں۔ نسواں 1898 میں نکلا اور اس کی ایڈیٹر ممتاز علی کی بیگم اور سید امتیاز علی تاج کی والدہ مشہور ادیبہ بھی تھیں انھوں نے تین ناول تصنیف کیں۔ ان کے علاوہ واجدہ تبسم۔ بڑھنے کے امکانات مزید روشن ہوگئے اور ترقی پسندی کے رجحان نے بھی اس کو مزید تقویت بخشی۔ مسلم خواتین کا ترقی پسند رجحان والا طبقہ — [977, 779, 1232, 917]
header-rule — [44, 158, 1506, 163]
closing-text: چشتی، عارفہ خانم، نغمہ تبسم و دیگر خواتین نے اپنی کارکردگی اور قبولیت کو مختلف چینلز پر لوہا منوایا ہے۔ — [714, 1504, 969, 1553]
quote-open-icon: ❛ — [1217, 410, 1228, 444]
article-bottom-column-left-bottom — [30, 2210, 274, 2362]
section-rule — [30, 1582, 1506, 1586]
author-photo — [1395, 1607, 1509, 1720]
supplement-logo-text: امنگ — [696, 61, 846, 147]
column-text: ان کے دیگر رفقا کے نام تو لئے جاتے ہیں لیکن ان سے پہلے کی لکھنے والیوں مثلاً رشید النساء، نادر جہاں، اکبری بیگم، صغریٰ ہمایوں مرزا، نذر سجاد حیدر اور دیگر خواتین نے اصلاحی تحریروں کے ذریعے خواتین میں بیداری پیدا کی۔ — [1243, 1425, 1506, 1510]
page-number: 7 — [72, 66, 112, 132]
dateline: لکھنؤ، 27 مارچ 2022، اتوار — [1295, 138, 1446, 152]
article-bottom-column-5-bottom — [289, 2210, 477, 2362]
drop-word: کسی — [533, 248, 576, 266]
